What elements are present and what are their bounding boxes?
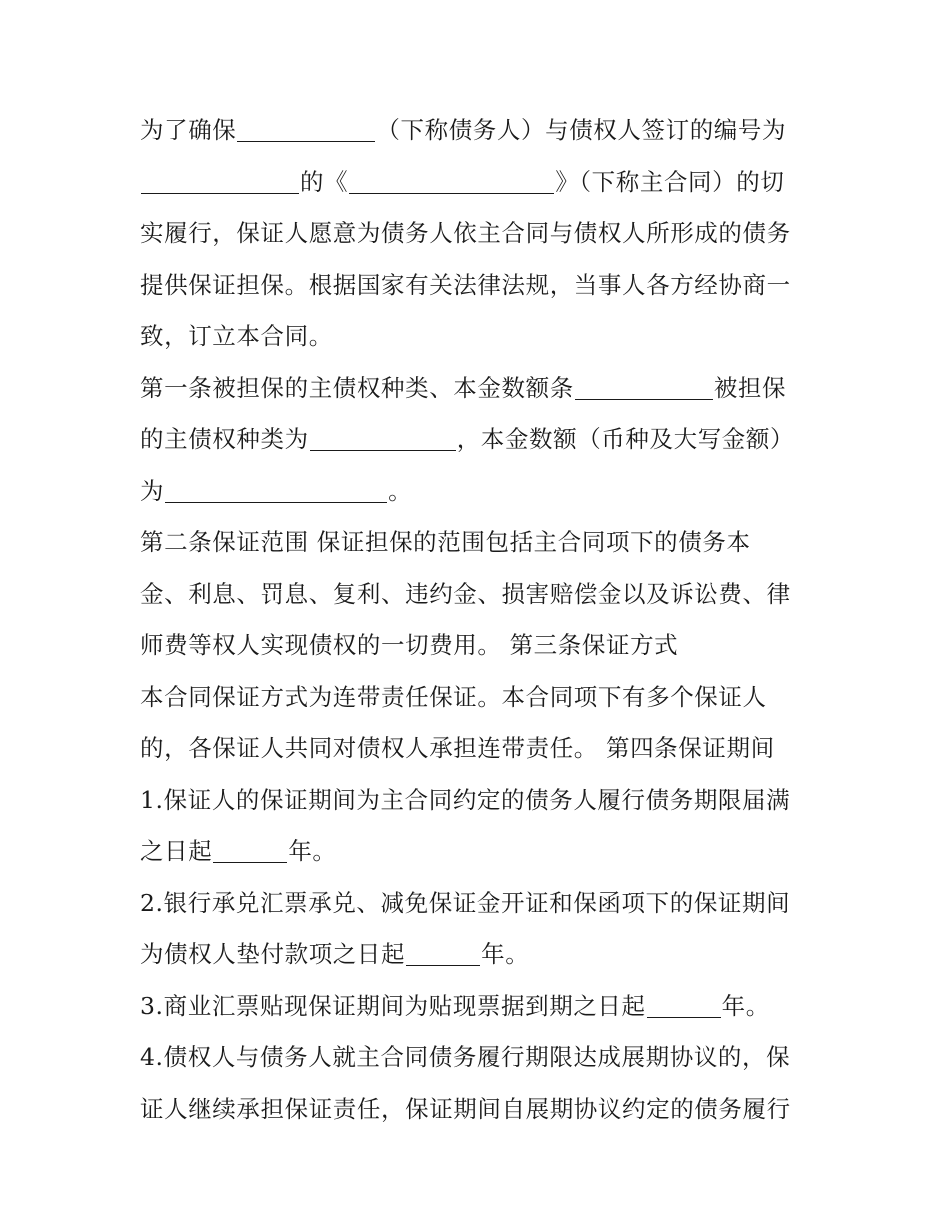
line-8-part-2: 。 — [388, 476, 413, 505]
text-line-10 — [140, 572, 950, 624]
text-line-19 — [140, 1035, 950, 1087]
line-2-part-2: 》（下称主合同）的切 — [555, 167, 785, 196]
line-6-part-1: 第一条被担保的主债权种类、本金数额条 — [140, 373, 574, 402]
blank-field-contract-number[interactable] — [141, 165, 299, 194]
blank-field-guarantee-years-1[interactable] — [213, 834, 287, 863]
line-11-text: 师费等权人实现债权的一切费用。 第三条保证方式 — [140, 631, 679, 659]
text-line-12 — [140, 675, 950, 727]
line-19-text: 4.债权人与债务人就主合同债务履行期限达成展期协议的，保 — [140, 1043, 791, 1071]
blank-field-claim-type[interactable] — [310, 422, 456, 451]
text-line-8 — [140, 469, 950, 521]
line-13-text: 的，各保证人共同对债权人承担连带责任。 第四条保证期间 — [140, 734, 775, 762]
text-line-9 — [140, 520, 950, 572]
text-line-3 — [140, 211, 950, 263]
blank-field-debtor[interactable] — [237, 113, 375, 142]
blank-field-guarantee-years-2[interactable] — [406, 937, 480, 966]
line-18-part-1: 3.商业汇票贴现保证期间为贴现票据到期之日起 — [140, 991, 646, 1020]
text-line-6 — [140, 366, 950, 418]
text-line-17 — [140, 932, 950, 984]
line-7-part-2: ，本金数额（币种及大写金额） — [456, 425, 795, 453]
blank-field-article-1[interactable] — [575, 371, 713, 400]
text-line-15 — [140, 829, 950, 881]
line-17-part-1: 为债权人垫付款项之日起 — [140, 940, 406, 968]
line-4-text: 提供保证担保。根据国家有关法律法规，当事人各方经协商一 — [140, 270, 791, 299]
line-1-part-1: 为了确保 — [140, 116, 237, 144]
line-18-part-2: 年。 — [721, 991, 770, 1020]
line-3-text: 实履行，保证人愿意为债务人依主合同与债权人所形成的债务 — [140, 219, 791, 247]
blank-field-guarantee-years-3[interactable] — [647, 989, 721, 1018]
text-line-16 — [140, 881, 950, 933]
line-15-part-1: 之日起 — [140, 837, 213, 865]
text-line-5 — [140, 314, 950, 366]
text-line-7 — [140, 417, 950, 469]
text-line-14 — [140, 778, 950, 830]
text-line-20 — [140, 1087, 950, 1139]
line-2-part-1: 的《 — [300, 167, 349, 196]
text-line-1 — [140, 108, 950, 160]
line-12-text: 本合同保证方式为连带责任保证。本合同项下有多个保证人 — [140, 682, 767, 711]
line-20-text: 证人继续承担保证责任，保证期间自展期协议约定的债务履行 — [140, 1094, 791, 1123]
line-17-part-2: 年。 — [481, 940, 530, 968]
text-line-2 — [140, 160, 950, 212]
text-line-18 — [140, 984, 950, 1036]
line-16-text: 2.银行承兑汇票承兑、减免保证金开证和保函项下的保证期间 — [140, 888, 791, 917]
line-5-text: 致，订立本合同。 — [140, 322, 333, 350]
text-line-11 — [140, 623, 950, 675]
line-14-text: 1.保证人的保证期间为主合同约定的债务人履行债务期限届满 — [140, 785, 791, 814]
line-6-part-2: 被担保 — [713, 373, 787, 402]
line-1-part-2: （下称债务人）与债权人签订的编号为 — [376, 116, 787, 144]
line-7-part-1: 的主债权种类为 — [140, 425, 309, 453]
line-15-part-2: 年。 — [288, 837, 337, 865]
text-line-4 — [140, 263, 950, 315]
line-10-text: 金、利息、罚息、复利、违约金、损害赔偿金以及诉讼费、律 — [140, 579, 791, 608]
blank-field-principal-amount[interactable] — [165, 474, 387, 503]
line-8-part-1: 为 — [140, 476, 165, 505]
text-line-13 — [140, 726, 950, 778]
line-9-text: 第二条保证范围 保证担保的范围包括主合同项下的债务本 — [140, 528, 751, 556]
blank-field-contract-name[interactable] — [349, 165, 554, 194]
